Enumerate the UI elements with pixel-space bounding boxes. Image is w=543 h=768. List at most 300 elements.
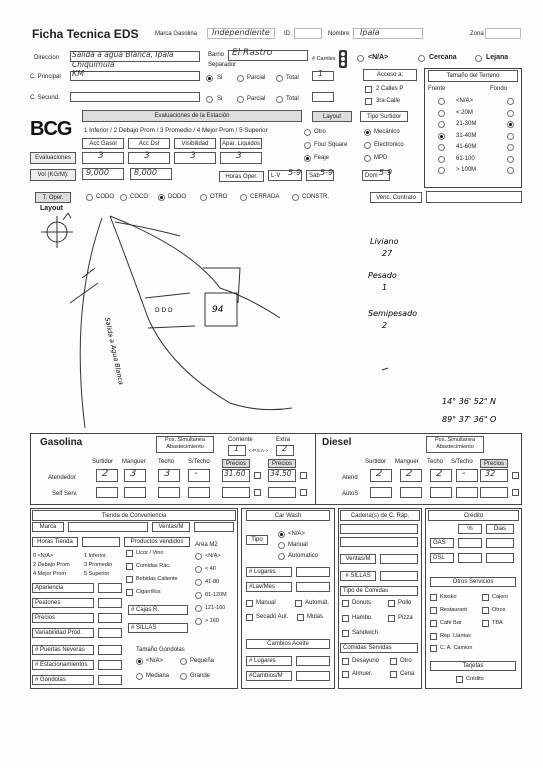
cadena-field-2[interactable]	[340, 537, 418, 547]
dsl-manguer-label: Manguer	[395, 459, 419, 465]
layout-feaje-label: Feaje	[314, 155, 330, 161]
gas-precios-label-1: Precios	[222, 459, 250, 468]
surtidor-mecanico-radio[interactable]	[364, 129, 371, 136]
toper-option-radio[interactable]	[86, 194, 93, 201]
carwash-automat-checkbox[interactable]	[295, 600, 302, 607]
otros-label: Otros	[492, 607, 506, 613]
producto-label: Bebidas Caliente	[136, 576, 178, 582]
terreno-option-label: <N/A>	[456, 98, 474, 104]
terreno-fondo-radio[interactable]	[507, 167, 514, 174]
surtidor-electronico-radio[interactable]	[364, 142, 371, 149]
kiosko-checkbox[interactable]	[430, 594, 437, 601]
rep-llantas-checkbox[interactable]	[430, 633, 437, 640]
atendedor-label: Atendedor	[48, 475, 76, 481]
gas-self-precio-field[interactable]	[222, 487, 250, 498]
cajas-label: # Cajas R.	[128, 605, 188, 615]
sketch-note-liviano-value: 27	[382, 249, 393, 258]
c-principal-value: KM	[72, 69, 85, 78]
tarjeta-credito-checkbox[interactable]	[456, 676, 463, 683]
restaurant-label: Restaurant	[440, 607, 467, 613]
gas-manguer-label: Manguer	[122, 459, 146, 465]
dsl-autos-field[interactable]	[430, 487, 452, 498]
surtidor-mpd-radio[interactable]	[364, 155, 371, 162]
gas-self-field[interactable]	[188, 487, 210, 498]
gondola-grande-label: Grande	[190, 673, 211, 679]
dos-calles-checkbox[interactable]	[365, 86, 372, 93]
credito-dias-label: Dias	[486, 524, 514, 534]
gondolas-label: # Gondolas	[32, 675, 94, 685]
carwash-manual-radio[interactable]	[278, 542, 285, 549]
tienda-ventas-label: Ventas/M	[152, 522, 190, 532]
zona-field[interactable]	[485, 28, 521, 39]
terreno-header: Tamaño del Terreno	[428, 70, 518, 82]
desayuno-label: Desayuno	[352, 658, 380, 664]
cadena-header: Cadena(s) de C. Ráp.	[340, 510, 420, 521]
scale-2: 2 Debajo Prom	[33, 562, 70, 568]
gondola-na-label: <N/A>	[146, 658, 164, 664]
pizza-checkbox[interactable]	[388, 615, 395, 622]
extra-label: Extra	[276, 437, 291, 443]
dsl-autos-field[interactable]	[456, 487, 478, 498]
toper-option-radio[interactable]	[292, 194, 299, 201]
sketch-title: Layout	[40, 205, 63, 212]
terreno-frente-radio[interactable]	[438, 156, 445, 163]
cadena-ventas-label: Ventas/M	[340, 554, 376, 564]
proximity-lejana-label: Lejana	[486, 54, 509, 61]
area-option-label: 121-160	[205, 605, 226, 611]
area-option-label: > 160	[205, 618, 219, 624]
diesel-title: Diesel	[322, 437, 352, 448]
scale-3: 3 Promedio	[84, 562, 113, 568]
pollo-label: Pollo	[398, 600, 412, 606]
barrio-value: El Rastro	[232, 48, 273, 58]
dsl-autos-precio-checkbox[interactable]	[512, 489, 519, 496]
credito-header: Crédito	[428, 510, 519, 521]
proximity-cercana-label: Cercana	[429, 54, 457, 61]
eval-col-header: Acc Gasol	[82, 138, 124, 149]
gas-precios-label-2: Precios	[268, 459, 296, 468]
dsl-autos-label: AutoS	[342, 491, 359, 497]
vol-value-2: 8,000	[134, 168, 157, 177]
area-radio[interactable]	[195, 592, 202, 599]
cambios-lugares-label: # Lugares	[246, 656, 292, 666]
credito-pct-label: %	[458, 524, 482, 534]
cena-checkbox[interactable]	[390, 671, 397, 678]
otros-servicios-header: Otros Servicios	[430, 577, 516, 587]
area-radio[interactable]	[195, 553, 202, 560]
c-principal-parcial-label: Parcial	[247, 75, 266, 81]
terreno-frente-radio[interactable]	[438, 110, 445, 117]
producto-label: Licor / Vino	[136, 550, 164, 556]
puertas-field[interactable]	[98, 645, 122, 655]
nombre-value: Ipala	[360, 28, 380, 37]
carwash-secado-checkbox[interactable]	[246, 614, 253, 621]
carwash-na-radio[interactable]	[278, 531, 285, 538]
terreno-fondo-radio[interactable]	[507, 98, 514, 105]
otros-checkbox[interactable]	[482, 607, 489, 614]
carwash-header: Car Wash	[246, 510, 330, 521]
c-principal-label: C. Principal	[30, 74, 61, 80]
hambu-checkbox[interactable]	[342, 615, 349, 622]
restaurant-checkbox[interactable]	[430, 607, 437, 614]
cambios-mes-label: #Cambios/M	[246, 671, 292, 681]
diesel-pos-sim: Pos. Simultanea Abastecimiento	[426, 436, 484, 453]
carwash-auto-label: Automatico	[288, 553, 319, 559]
eval-col-header: Visibilidad	[174, 138, 216, 149]
producto-label: Cigarrillos	[136, 589, 161, 595]
ca-camion-checkbox[interactable]	[430, 645, 437, 652]
kiosko-label: Kiosko	[440, 594, 457, 600]
dsl-techo-label: Techo	[427, 459, 444, 465]
gas-self-precio-checkbox[interactable]	[300, 489, 307, 496]
dsl-atend-label: Atend	[342, 475, 358, 481]
c-principal-parcial-radio[interactable]	[237, 75, 244, 82]
dom-value: 5-9	[379, 168, 393, 177]
dsl-precio: 32	[485, 469, 496, 478]
self-serv-label: Self Serv.	[52, 491, 78, 497]
producto-checkbox[interactable]	[126, 563, 133, 570]
gas-self-field[interactable]	[124, 487, 146, 498]
proximity-na-radio[interactable]	[357, 55, 364, 62]
carriles-label: # Carriles	[312, 56, 336, 62]
carwash-lugares-field[interactable]	[296, 567, 330, 577]
fuel-divider	[315, 433, 316, 505]
tienda-header: Tienda de Conveniencia	[32, 510, 236, 521]
gas-self-field[interactable]	[158, 487, 180, 498]
gas-self-precio-field[interactable]	[268, 487, 296, 498]
cafe-bar-checkbox[interactable]	[430, 620, 437, 627]
layout-feaje-radio[interactable]	[304, 155, 311, 162]
gas-atendedor-value: 3	[130, 468, 137, 479]
toper-option-label: CONSTR.	[302, 194, 329, 200]
almuer-checkbox[interactable]	[342, 671, 349, 678]
dsl-atend-value: 2	[406, 468, 413, 479]
terreno-frente-label: Frente	[428, 86, 446, 92]
carwash-secado-label: Secado Aut.	[256, 614, 289, 620]
gondola-grande-radio[interactable]	[180, 673, 187, 680]
carwash-automat-label: Automát.	[305, 600, 330, 606]
gas-surtidor-label: Surtidor	[92, 459, 114, 465]
cajero-label: Cajero	[492, 594, 509, 600]
c-principal-total-label: Total	[286, 75, 299, 81]
barrio-label: Barrio	[208, 52, 225, 58]
tienda-eval-field[interactable]	[98, 613, 122, 623]
scale-4: 4 Mejor Prom	[33, 571, 67, 577]
pizza-label: Pizza	[398, 615, 413, 621]
carwash-manual-label: Manual	[288, 542, 308, 548]
scale-1: 1 Inferior	[84, 553, 106, 559]
desayuno-checkbox[interactable]	[342, 658, 349, 665]
area-option-label: 81-120M	[205, 592, 227, 598]
layout-otro-radio[interactable]	[304, 129, 311, 136]
sketch-note-semipesado-value: 2	[382, 321, 388, 330]
direccion-value: Salida a agua Blanca, Ipala	[72, 50, 174, 59]
toper-option-label: DODO	[168, 194, 186, 200]
cambios-header: Cambios Aceite	[246, 639, 330, 649]
lv-label: L-V	[271, 173, 281, 179]
gas-stecho-label: S/Techo	[188, 459, 210, 465]
venc-contrato-label: Venc. Contrato	[370, 192, 422, 203]
tienda-marca-label: Marca	[32, 522, 64, 532]
dsl-precios-label: Precios	[480, 459, 508, 468]
sketch-note-liviano: Liviano	[370, 237, 399, 246]
c-secund-total-label: Total	[286, 96, 299, 102]
terreno-fondo-label: Fondo	[490, 86, 508, 92]
toper-option-radio[interactable]	[200, 194, 207, 201]
credito-gas-pct[interactable]	[458, 538, 482, 548]
corriente-value: 1	[234, 444, 240, 453]
comida-otro-checkbox[interactable]	[390, 658, 397, 665]
dsl-atend-field[interactable]	[456, 469, 478, 482]
dsl-autos-field[interactable]	[400, 487, 422, 498]
gas-self-precio-checkbox[interactable]	[254, 489, 261, 496]
tienda-eval-label: Apariencia	[32, 583, 94, 593]
direccion-value-2: Chiquimula	[72, 60, 115, 69]
cafe-bar-label: Café Bar	[440, 620, 462, 626]
direccion-label: Direccion	[34, 55, 60, 61]
gas-atendedor-field[interactable]	[188, 469, 210, 482]
toper-option-radio[interactable]	[240, 194, 247, 201]
layout-sketch	[30, 208, 520, 433]
proximity-lejana-radio[interactable]	[475, 55, 482, 62]
terreno-fondo-radio[interactable]	[507, 144, 514, 151]
carwash-manual-chk-label: Manual	[256, 600, 276, 606]
gasolina-title: Gasolina	[40, 437, 83, 448]
dsl-autos-field[interactable]	[370, 487, 392, 498]
sketch-coord-lon: 89° 37' 36" O	[442, 415, 497, 424]
comidas-servidas-header: Comidas Servidas	[340, 643, 418, 653]
evaluaciones-row-text: Evaluaciones	[35, 155, 71, 161]
producto-checkbox[interactable]	[126, 576, 133, 583]
horas-oper-label: Horas Oper.	[219, 171, 264, 182]
carwash-manual-checkbox[interactable]	[246, 600, 253, 607]
gondola-mediana-radio[interactable]	[136, 673, 143, 680]
sab-label: Sab	[309, 173, 320, 179]
tienda-horas-label: Horas Tienda	[32, 537, 78, 547]
dsl-atend-value: -	[462, 468, 466, 479]
cambios-mes-field[interactable]	[296, 671, 330, 681]
tienda-eval-field[interactable]	[98, 583, 122, 593]
c-principal-si-radio[interactable]	[206, 75, 213, 82]
sketch-coord-lat: 14° 36' 52" N	[442, 397, 497, 406]
terreno-frente-radio[interactable]	[438, 98, 445, 105]
page-title: Ficha Tecnica EDS	[32, 27, 139, 41]
gondola-pequena-radio[interactable]	[180, 658, 187, 665]
tarjeta-credito-label: Crédito	[466, 676, 484, 682]
surtidor-electronico-label: Electronico	[374, 142, 404, 148]
sketch-building-label: 94	[212, 305, 224, 315]
eval-value: 3	[236, 151, 242, 161]
tienda-ventas-field[interactable]	[194, 522, 234, 532]
proximity-cercana-radio[interactable]	[418, 55, 425, 62]
donuts-checkbox[interactable]	[342, 600, 349, 607]
carriles-value: 1	[318, 69, 324, 78]
sandwich-checkbox[interactable]	[342, 630, 349, 637]
tienda-marca-field[interactable]	[68, 522, 148, 532]
toper-option-radio[interactable]	[120, 194, 127, 201]
tipo-comidas-header: Tipo de Comidas	[340, 586, 418, 596]
carwash-mulas-label: Mulas	[307, 614, 324, 620]
c-secund-total-radio[interactable]	[276, 96, 283, 103]
tienda-eval-label: Peatones	[32, 598, 94, 608]
gas-self-field[interactable]	[96, 487, 118, 498]
terreno-option-label: 21-30M	[456, 121, 477, 127]
surtidor-mecanico-label: Mecánico	[374, 129, 400, 135]
toper-option-radio[interactable]	[158, 194, 165, 201]
cambios-lugares-field[interactable]	[296, 656, 330, 666]
pollo-checkbox[interactable]	[388, 600, 395, 607]
extra-value: 2	[282, 444, 288, 453]
terreno-fondo-radio[interactable]	[507, 156, 514, 163]
layout-otro-label: Otro	[314, 129, 326, 135]
id-field[interactable]	[294, 28, 322, 39]
sketch-note-semipesado: Semipesado	[368, 309, 418, 318]
sab-value: 5-9	[320, 168, 334, 177]
sketch-road-text: Salida a Agua Blanca	[103, 316, 126, 386]
eval-value: 3	[98, 151, 104, 161]
c-principal-total-radio[interactable]	[276, 75, 283, 82]
evaluaciones-header: Evaluaciones de la Estación	[82, 110, 302, 122]
area-radio[interactable]	[195, 579, 202, 586]
cena-label: Cena	[400, 671, 415, 677]
terreno-option-label: 31-40M	[456, 132, 477, 139]
credito-dsl-pct[interactable]	[458, 553, 482, 563]
scale-5: 5 Superior	[84, 571, 110, 577]
ca-camion-label: C. A. Camion	[440, 645, 473, 651]
c-principal-si-label: Si	[217, 75, 223, 81]
bcg-logo: BCG	[30, 118, 72, 140]
toper-option-label: CERRADA	[250, 194, 280, 200]
acceso-header: Acceso a:	[363, 69, 417, 81]
credito-dsl-label: DSL	[430, 553, 454, 563]
psa-label: <-P.S.A->	[249, 448, 269, 453]
area-option-label: 41-80	[205, 579, 220, 585]
layout-four-square-radio[interactable]	[304, 142, 311, 149]
gas-precio-1: 31.60	[224, 469, 246, 478]
terreno-option-label: 41-60M	[456, 144, 477, 150]
gas-precio-checkbox[interactable]	[254, 472, 261, 479]
tienda-horas-field[interactable]	[82, 537, 120, 547]
c-principal-field[interactable]	[70, 71, 200, 81]
layout-header: Layout	[312, 111, 352, 122]
credito-dsl-dias[interactable]	[486, 553, 514, 563]
eval-value: 3	[190, 151, 196, 161]
terreno-frente-radio[interactable]	[438, 121, 445, 128]
gas-precio-checkbox[interactable]	[300, 472, 307, 479]
gas-atendedor-value: -	[194, 468, 198, 479]
rep-llantas-label: Rep. Llantas	[440, 633, 471, 639]
dom-label: Dom	[365, 173, 378, 179]
gas-precio-2: 34.50	[270, 469, 292, 478]
estacionamientos-label: # Estacionamientos	[32, 660, 94, 670]
dsl-autos-precio-field[interactable]	[480, 487, 508, 498]
carwash-lav-field[interactable]	[296, 582, 330, 592]
eval-col-header: Acc Dsl	[128, 138, 170, 149]
tba-checkbox[interactable]	[482, 620, 489, 627]
dos-calles-label: 2 Calles P	[376, 86, 404, 92]
donuts-label: Donuts	[352, 600, 372, 606]
estacionamientos-field[interactable]	[98, 660, 122, 670]
terreno-fondo-radio[interactable]	[507, 133, 514, 140]
cadena-sillas-field[interactable]	[380, 571, 418, 581]
producto-label: Comidas Rác.	[136, 563, 171, 569]
tercera-calle-checkbox[interactable]	[365, 98, 372, 105]
terreno-fondo-radio[interactable]	[507, 121, 514, 128]
cadena-field-1[interactable]	[340, 524, 418, 534]
gondola-na-radio[interactable]	[136, 658, 143, 665]
carwash-mulas-checkbox[interactable]	[297, 614, 304, 621]
gondolas-field[interactable]	[98, 675, 122, 685]
gondola-mediana-label: Mediana	[146, 673, 170, 679]
tienda-eval-field[interactable]	[98, 628, 122, 638]
cadena-ventas-field[interactable]	[380, 554, 418, 564]
area-label: Area M2	[195, 542, 218, 548]
evaluaciones-row-label	[30, 152, 76, 164]
eval-col-header: Apar. Liquidos	[220, 138, 262, 149]
toper-option-label: COCO	[130, 194, 148, 200]
terreno-frente-radio[interactable]	[438, 133, 445, 140]
venc-contrato-field[interactable]	[426, 191, 522, 203]
tienda-eval-field[interactable]	[98, 598, 122, 608]
id-label: ID	[284, 31, 290, 37]
c-secund-parcial-label: Parcial	[247, 96, 266, 102]
terreno-frente-radio[interactable]	[438, 144, 445, 151]
c-secund-parcial-radio[interactable]	[237, 96, 244, 103]
carwash-lugares-label: # Lugares	[246, 567, 292, 577]
terreno-option-label: > 100M	[456, 167, 477, 173]
dsl-precio-checkbox[interactable]	[512, 472, 519, 479]
tarjetas-header: Tarjetas	[430, 661, 516, 671]
gasolina-pos-sim: Pos. Simultanea Abastecimiento	[156, 436, 214, 453]
almuer-label: Almuer.	[352, 671, 373, 677]
c-secund-si-radio[interactable]	[206, 96, 213, 103]
sketch-note-pesado-value: 1	[382, 283, 388, 292]
c-secund-field[interactable]	[70, 92, 200, 102]
corriente-label: Corriente	[228, 437, 253, 443]
proximity-na-label: <N/A>	[368, 54, 389, 61]
terreno-fondo-radio[interactable]	[507, 110, 514, 117]
credito-gas-dias[interactable]	[486, 538, 514, 548]
tba-label: TBA	[492, 620, 503, 626]
producto-checkbox[interactable]	[126, 550, 133, 557]
carwash-na-label: <N/A>	[288, 531, 306, 537]
area-radio[interactable]	[195, 566, 202, 573]
sandwich-label: Sandwich	[352, 630, 379, 636]
gas-techo-label: Techo	[158, 459, 175, 465]
area-radio[interactable]	[195, 605, 202, 612]
hambu-label: Hambu.	[352, 615, 374, 621]
cajero-checkbox[interactable]	[482, 594, 489, 601]
carriles-field-2[interactable]	[312, 92, 334, 102]
tienda-sillas-label: # SILLAS	[128, 623, 188, 633]
tienda-eval-label: Precios	[32, 613, 94, 623]
terreno-frente-radio[interactable]	[438, 167, 445, 174]
producto-checkbox[interactable]	[126, 589, 133, 596]
tipo-surtidor-header: Tipo Surtidor	[360, 111, 408, 122]
area-radio[interactable]	[195, 618, 202, 625]
toper-option-label: OTRO	[210, 194, 228, 200]
vol-label: Vol (KG/M):	[37, 172, 69, 178]
evaluaciones-scale: 1 Inferior / 2 Debajo Prom / 3 Promedio / 4 Mejor Prom / 5 Superior	[84, 127, 268, 134]
cadena-sillas-label: # SILLAS	[340, 571, 376, 581]
gas-atendedor-value: 3	[164, 468, 171, 479]
sketch-pump-label: D D D	[155, 307, 173, 314]
sketch-note-pesado: Pesado	[368, 271, 397, 280]
tienda-eval-label: Variabilidad Prod.	[32, 628, 94, 638]
carwash-auto-radio[interactable]	[278, 553, 285, 560]
marca-value: Independiente	[212, 28, 270, 37]
dsl-stecho-label: S/Techo	[451, 459, 473, 465]
